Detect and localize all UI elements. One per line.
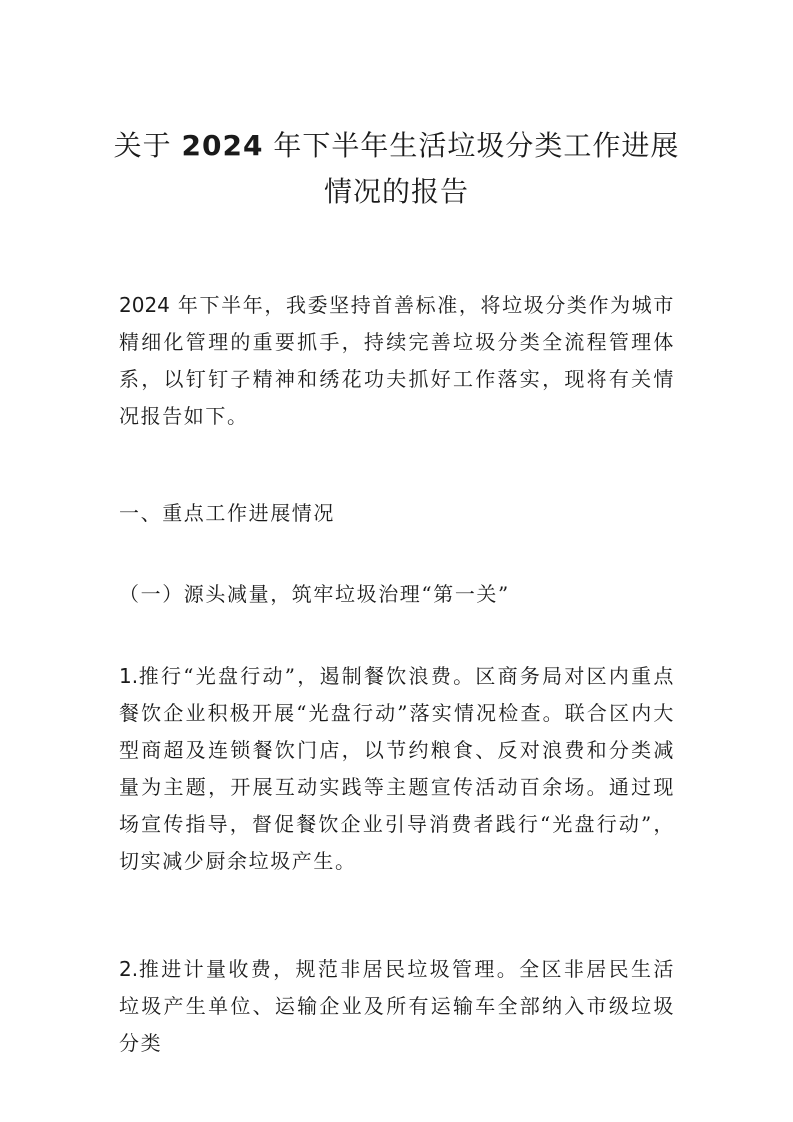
title-suffix: 年下半年生活垃圾分类工作进展 [273, 129, 680, 162]
item-2-text: 推进计量收费，规范非居民垃圾管理。全区非居民生活垃圾产生单位、运输企业及所有运输车全部纳入市级垃圾分类 [119, 957, 675, 1055]
document-title [100, 123, 693, 215]
intro-text: 年下半年，我委坚持首善标准，将垃圾分类作为城市精细化管理的重要抓手，持续完善垃圾分类全流程管理体系，以钉钉子精神和绣花功夫抓好工作落实，现将有关情况报告如下。 [119, 293, 675, 428]
item-paragraph-1 [119, 658, 675, 880]
item-2-number: 2. [119, 957, 139, 981]
item-1-number: 1. [119, 664, 139, 688]
item-paragraph-2 [119, 951, 675, 1062]
title-prefix: 关于 [113, 129, 172, 162]
section-heading-1: 一、重点工作进展情况 [119, 501, 335, 525]
title-year: 2024 [181, 129, 264, 162]
intro-paragraph [119, 287, 675, 435]
title-line-2: 情况的报告 [323, 175, 469, 208]
subsection-heading-1: （一）源头减量，筑牢垃圾治理“第一关” [119, 582, 510, 606]
intro-year: 2024 [119, 293, 170, 317]
item-1-text: 推行“光盘行动”，遏制餐饮浪费。区商务局对区内重点餐饮企业积极开展“光盘行动”落实情况检查。联合区内大型商超及连锁餐饮门店，以节约粮食、反对浪费和分类减量为主题，开展互动实践等主题宣传活动百余场。通过现场宣传指导，督促餐饮企业引导消费者践行“光盘行动”，切实减少厨余垃圾产生。 [119, 664, 675, 873]
